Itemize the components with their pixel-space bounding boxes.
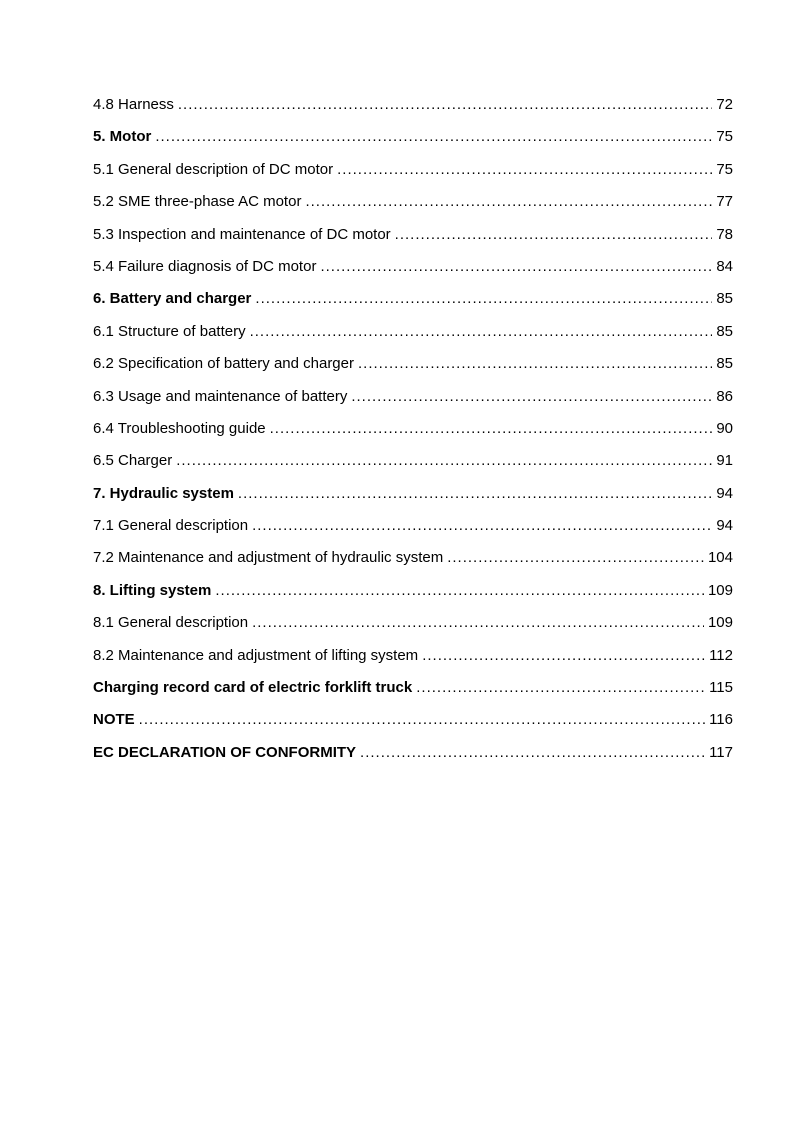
toc-entry[interactable] (93, 613, 733, 645)
toc-entry-page: 78 (716, 225, 733, 243)
toc-dot-leader (395, 225, 713, 245)
toc-dot-leader (422, 646, 705, 666)
toc-entry[interactable] (93, 225, 733, 257)
toc-entry-page: 116 (709, 711, 733, 729)
toc-entry-page: 115 (709, 679, 733, 697)
toc-entry-page: 91 (716, 452, 733, 470)
toc-entry[interactable] (93, 354, 733, 386)
toc-entry-page: 77 (716, 193, 733, 211)
toc-dot-leader (252, 516, 712, 536)
toc-dot-leader (270, 419, 713, 439)
toc-entry-page: 90 (716, 419, 733, 437)
table-of-contents (93, 95, 733, 775)
toc-entry[interactable] (93, 322, 733, 354)
toc-entry[interactable] (93, 710, 733, 742)
toc-entry-page: 75 (716, 128, 733, 146)
toc-entry-title: 8.2 Maintenance and adjustment of lifting system (93, 646, 419, 664)
toc-dot-leader (176, 451, 712, 471)
toc-entry-title: EC DECLARATION OF CONFORMITY (93, 743, 357, 761)
toc-entry[interactable] (93, 451, 733, 483)
toc-entry[interactable] (93, 160, 733, 192)
toc-entry[interactable] (93, 257, 733, 289)
toc-dot-leader (252, 613, 704, 633)
toc-entry[interactable] (93, 127, 733, 159)
toc-entry[interactable] (93, 646, 733, 678)
toc-entry-page: 86 (716, 387, 733, 405)
toc-entry[interactable] (93, 548, 733, 580)
toc-entry-page: 94 (716, 517, 733, 535)
toc-entry[interactable] (93, 516, 733, 548)
toc-entry-title: 5.1 General description of DC motor (93, 160, 334, 178)
toc-entry-page: 112 (709, 646, 733, 664)
toc-entry[interactable] (93, 484, 733, 516)
toc-entry[interactable] (93, 289, 733, 321)
toc-entry-title: 7.1 General description (93, 517, 249, 535)
toc-dot-leader (255, 289, 712, 309)
toc-entry-page: 117 (709, 743, 733, 761)
toc-entry-page: 84 (716, 257, 733, 275)
toc-entry-title: Charging record card of electric forklift truck (93, 679, 413, 697)
toc-entry-title: 5.3 Inspection and maintenance of DC motor (93, 225, 391, 243)
toc-entry-title: 7. Hydraulic system (93, 484, 234, 502)
toc-entry[interactable] (93, 387, 733, 419)
toc-entry-page: 85 (716, 355, 733, 373)
toc-entry-title: 6. Battery and charger (93, 290, 252, 308)
toc-dot-leader (416, 678, 705, 698)
toc-entry[interactable] (93, 678, 733, 710)
toc-entry-title: 6.4 Troubleshooting guide (93, 419, 266, 437)
toc-dot-leader (320, 257, 712, 277)
toc-dot-leader (139, 710, 705, 730)
toc-entry-title: 7.2 Maintenance and adjustment of hydraulic system (93, 549, 444, 567)
toc-entry-page: 85 (716, 322, 733, 340)
toc-entry[interactable] (93, 581, 733, 613)
toc-entry-page: 109 (707, 581, 733, 599)
toc-dot-leader (215, 581, 704, 601)
toc-entry-title: 5. Motor (93, 128, 152, 146)
toc-entry-title: 8.1 General description (93, 614, 249, 632)
toc-dot-leader (360, 743, 705, 763)
toc-entry-page: 94 (716, 484, 733, 502)
toc-entry[interactable] (93, 419, 733, 451)
toc-entry[interactable] (93, 192, 733, 224)
toc-entry-title: NOTE (93, 711, 135, 729)
toc-entry[interactable] (93, 95, 733, 127)
toc-dot-leader (305, 192, 712, 212)
toc-entry-title: 6.2 Specification of battery and charger (93, 355, 354, 373)
toc-dot-leader (178, 95, 712, 115)
toc-dot-leader (238, 484, 712, 504)
toc-entry-title: 6.5 Charger (93, 452, 173, 470)
toc-entry-page: 109 (707, 614, 733, 632)
toc-entry-page: 75 (716, 160, 733, 178)
toc-dot-leader (447, 548, 704, 568)
toc-entry-title: 5.4 Failure diagnosis of DC motor (93, 257, 317, 275)
toc-dot-leader (250, 322, 713, 342)
toc-entry-title: 8. Lifting system (93, 581, 212, 599)
toc-entry-title: 5.2 SME three-phase AC motor (93, 193, 302, 211)
toc-entry-page: 85 (716, 290, 733, 308)
toc-entry-page: 104 (707, 549, 733, 567)
toc-dot-leader (358, 354, 712, 374)
toc-entry-title: 4.8 Harness (93, 96, 174, 113)
toc-entry[interactable] (93, 743, 733, 775)
toc-dot-leader (337, 160, 712, 180)
toc-dot-leader (351, 387, 712, 407)
toc-entry-title: 6.3 Usage and maintenance of battery (93, 387, 348, 405)
toc-dot-leader (155, 127, 712, 147)
toc-entry-title: 6.1 Structure of battery (93, 322, 246, 340)
toc-entry-page: 72 (716, 96, 733, 113)
